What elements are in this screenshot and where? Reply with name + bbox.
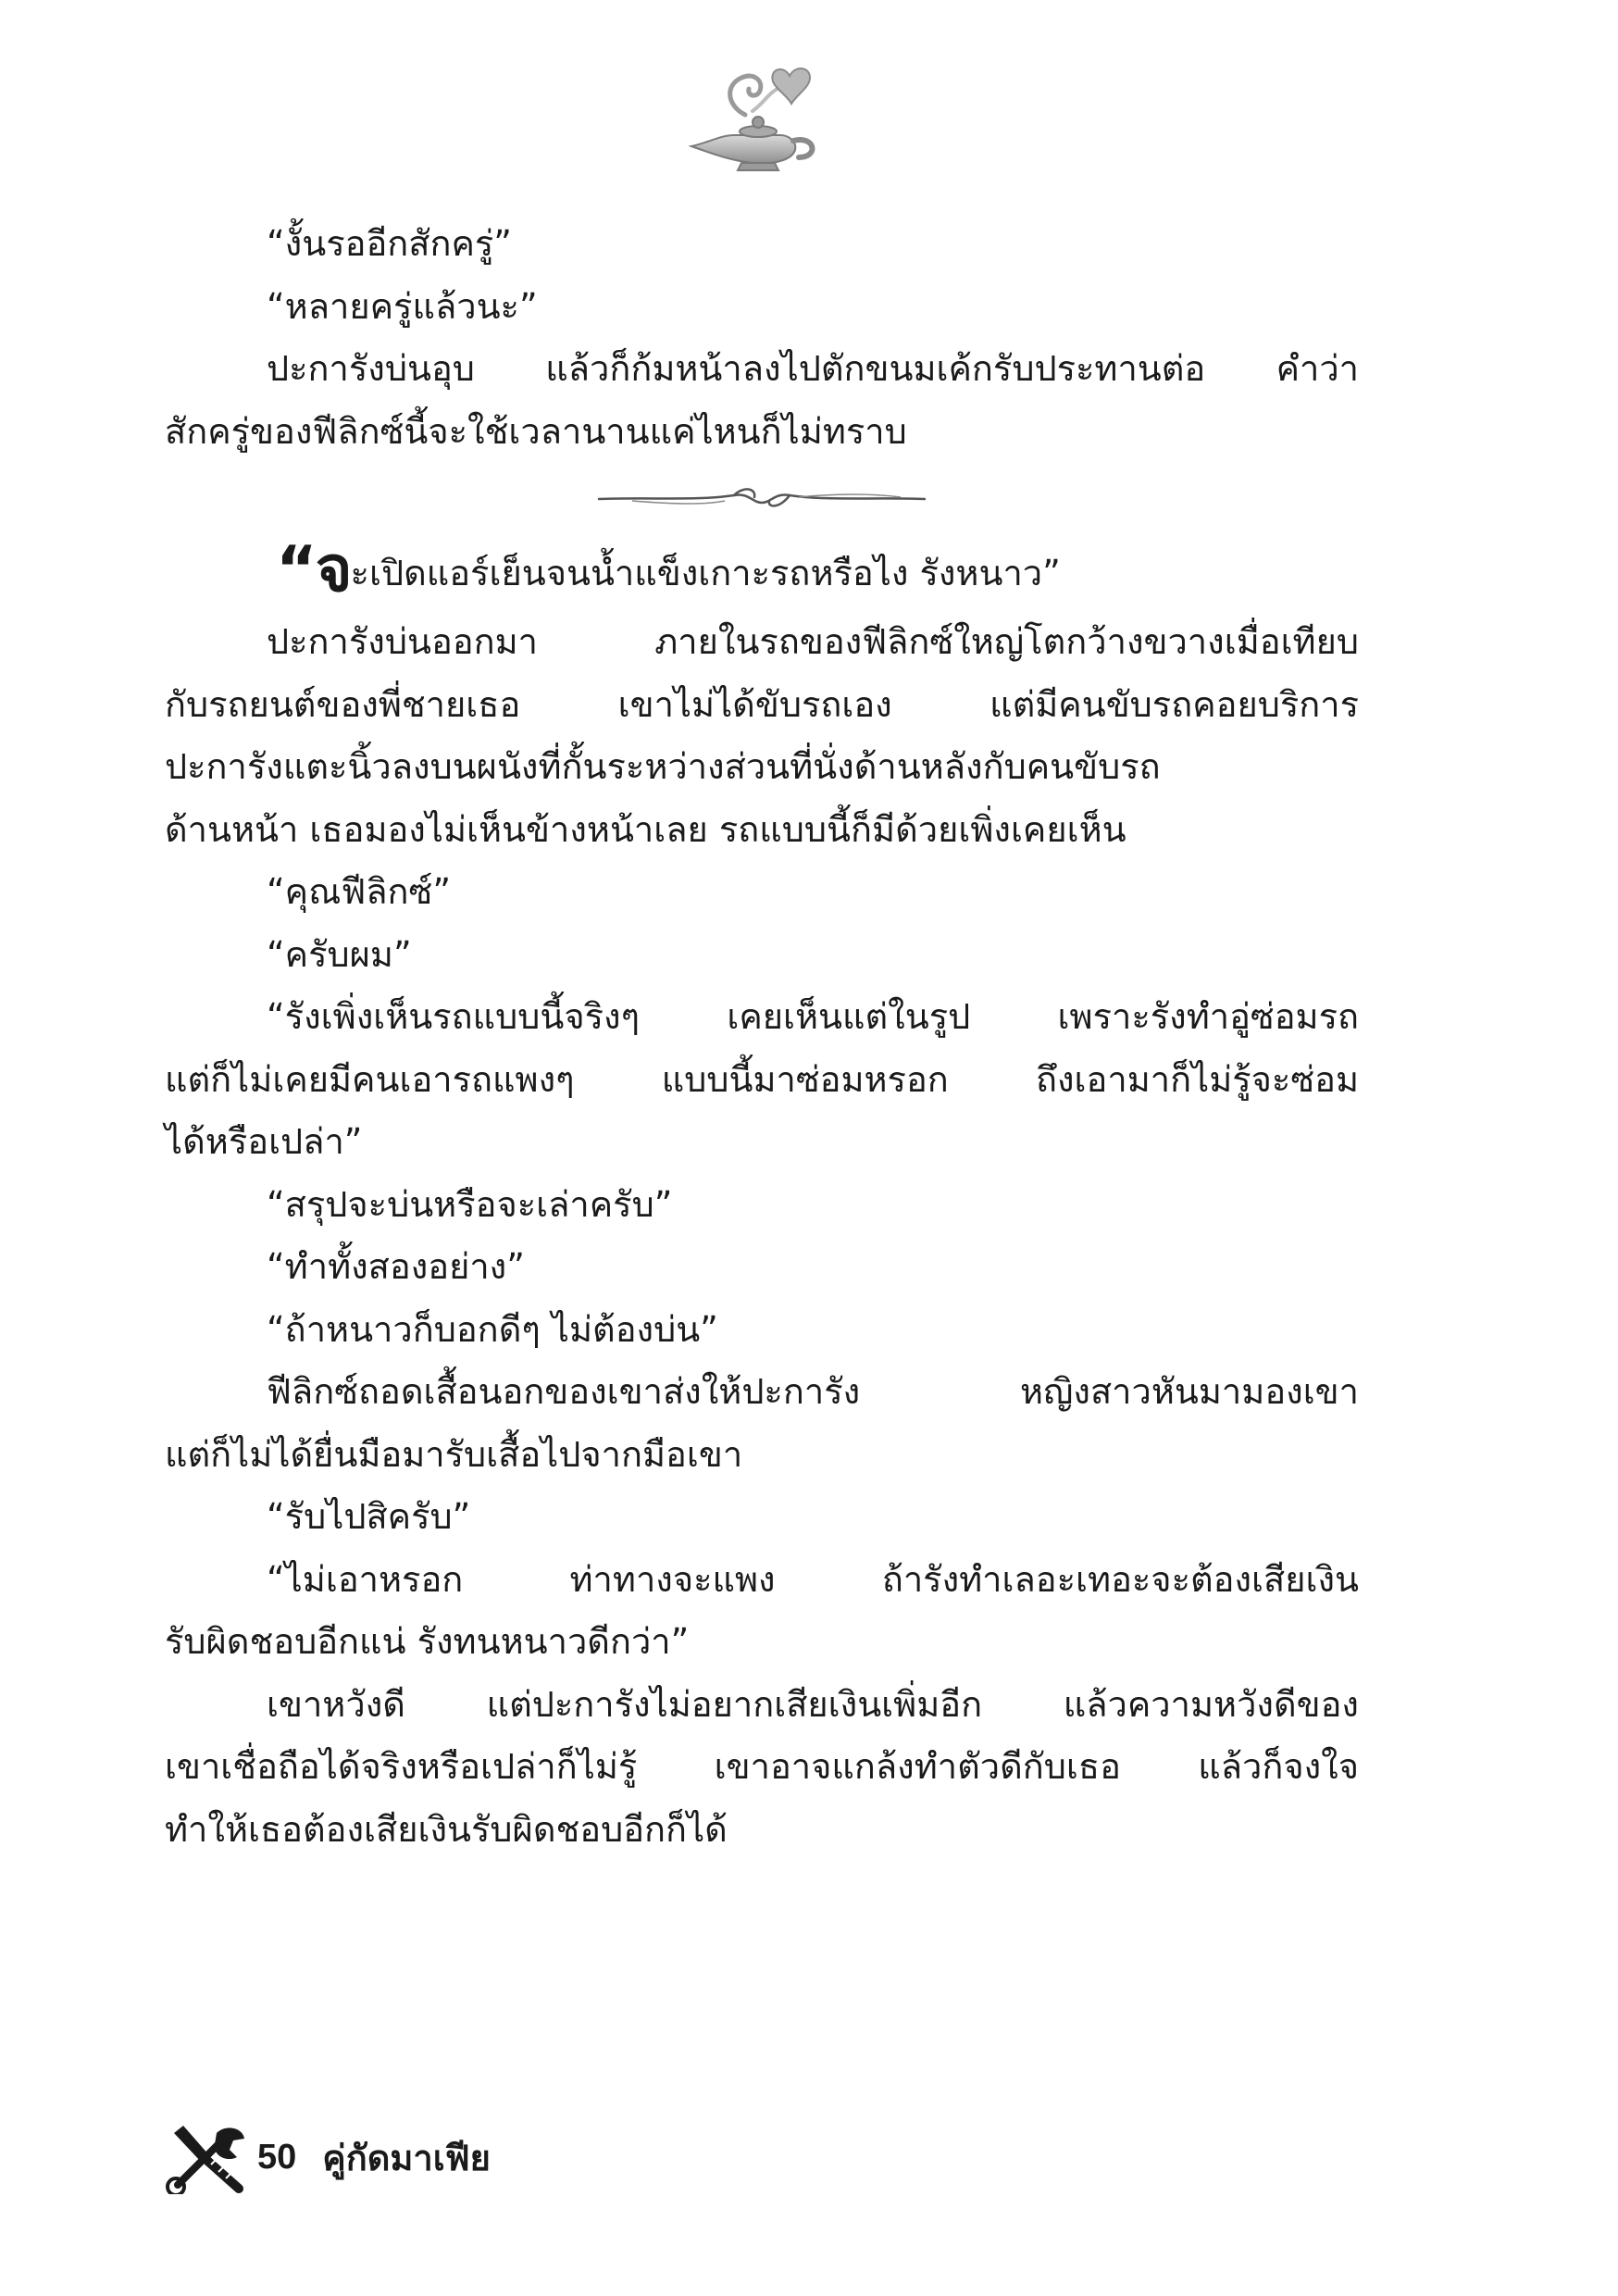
text-line: แต่ก็ไม่เคยมีคนเอารถแพงๆ แบบนี้มาซ่อมหรอก ถึงเอามาก็ไม่รู้จะซ่อม [165,1058,1359,1100]
text-line: “สรุปจะบ่นหรือจะเล่าครับ” [267,1183,673,1225]
text-line: ปะการังบ่นอุบ แล้วก็ก้มหน้าลงไปตักขนมเค้กรับประทานต่อ คำว่า [267,348,1359,389]
text-line: ปะการังแตะนิ้วลงบนผนังที่กั้นระหว่างส่วนที่นั่งด้านหลังกับคนขับรถ [165,746,1161,787]
text-line: “ถ้าหนาวก็บอกดีๆ ไม่ต้องบ่น” [267,1308,718,1350]
drop-letter: จ [315,533,351,606]
text-line: “รังเพิ่งเห็นรถแบบนี้จริงๆ เคยเห็นแต่ในรูป เพราะรังทำอู่ซ่อมรถ [267,996,1359,1037]
book-title: คู่กัดมาเฟีย [322,2137,491,2178]
scroll-flourish-divider [165,463,1359,535]
text-line: แต่ก็ไม่ได้ยื่นมือมารับเสื้อไปจากมือเขา [165,1433,743,1475]
scene-opening-line [165,535,1359,611]
wrench-screwdriver-icon [165,2120,250,2194]
text-line: ทำให้เธอต้องเสียเงินรับผิดชอบอีกก็ได้ [165,1808,728,1850]
paragraphs-after [165,611,1359,1861]
scene-opening-rest: ะเปิดแอร์เย็นจนน้ำแข็งเกาะรถหรือไง รังหนาว” [350,553,1061,593]
text-line: ปะการังบ่นออกมา ภายในรถของฟีลิกซ์ใหญ่โตกว้างขวางเมื่อเทียบ [267,621,1359,662]
text-line: เขาหวังดี แต่ปะการังไม่อยากเสียเงินเพิ่มอีก แล้วความหวังดีของ [267,1683,1359,1725]
genie-lamp-ornament-icon [680,57,824,173]
text-line: ได้หรือเปล่า” [165,1121,363,1162]
text-line: “งั้นรออีกสักครู่” [267,223,512,264]
paragraphs-before [165,213,1359,463]
text-line: “รับไปสิครับ” [267,1496,471,1537]
text-line: ด้านหน้า เธอมองไม่เห็นข้างหน้าเลย รถแบบนี้ก็มีด้วยเพิ่งเคยเห็น [165,808,1126,850]
body-text [165,213,1359,1861]
text-line: กับรถยนต์ของพี่ชายเธอ เขาไม่ได้ขับรถเอง แต่มีคนขับรถคอยบริการ [165,683,1359,725]
drop-quote: “ [276,533,316,606]
text-line: สักครู่ของฟีลิกซ์นี้จะใช้เวลานานแค่ไหนก็ไม่ทราบ [165,410,907,452]
text-line: รับผิดชอบอีกแน่ รังทนหนาวดีกว่า” [165,1621,690,1662]
text-line: ฟีลิกซ์ถอดเสื้อนอกของเขาส่งให้ปะการัง หญิงสาวหันมามองเขา [267,1371,1359,1412]
page-footer [165,2120,491,2194]
text-line: “ทำทั้งสองอย่าง” [267,1246,525,1287]
text-line: “หลายครู่แล้วนะ” [267,285,538,327]
text-line: เขาเชื่อถือได้จริงหรือเปล่าก็ไม่รู้ เขาอาจแกล้งทำตัวดีกับเธอ แล้วก็จงใจ [165,1746,1359,1787]
text-line: “ครับผม” [267,933,412,975]
text-line: “คุณฟีลิกซ์” [267,871,452,912]
text-line: “ไม่เอาหรอก ท่าทางจะแพง ถ้ารังทำเลอะเทอะจะต้องเสียเงิน [267,1558,1359,1600]
page-number: 50 [257,2137,297,2177]
